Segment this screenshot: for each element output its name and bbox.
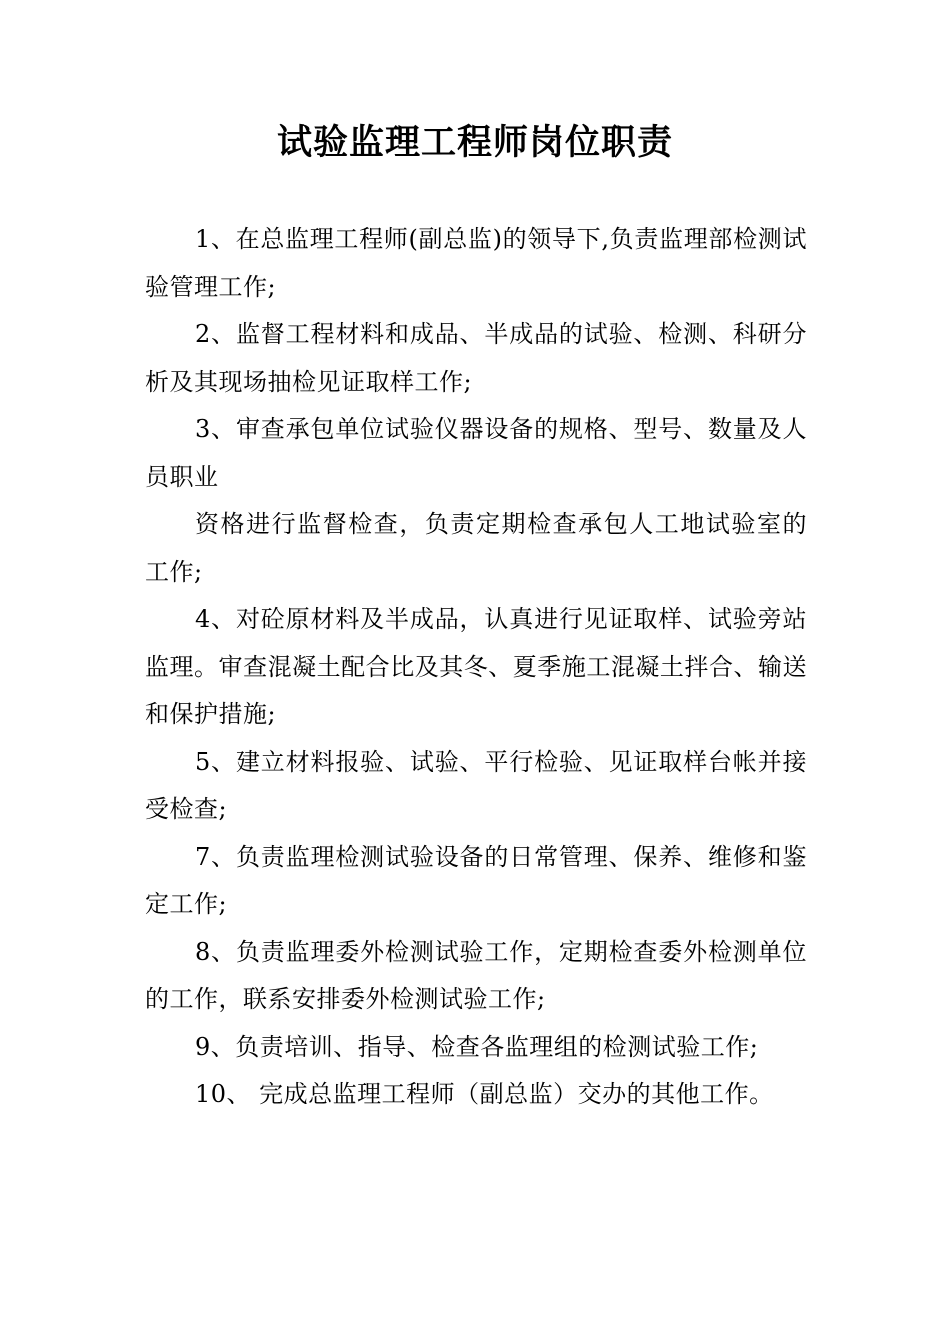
paragraph-4: 4、对砼原材料及半成品，认真进行见证取样、试验旁站监理。审查混凝土配合比及其冬、夏季施工混凝土拌合、输送和保护措施; (145, 605, 807, 728)
paragraph-3: 3、审查承包单位试验仪器设备的规格、型号、数量及人员职业 (145, 415, 807, 491)
paragraph-1: 1、在总监理工程师(副总监)的领导下,负责监理部检测试验管理工作; (145, 225, 807, 301)
document-body (145, 216, 807, 1119)
paragraph-8: 8、负责监理委外检测试验工作，定期检查委外检测单位的工作，联系安排委外检测试验工作; (145, 937, 807, 1013)
paragraph-2: 2、监督工程材料和成品、半成品的试验、检测、科研分析及其现场抽检见证取样工作; (145, 320, 807, 396)
paragraph-10: 10、 完成总监理工程师（副总监）交办的其他工作。 (195, 1080, 774, 1108)
paragraph-5: 5、建立材料报验、试验、平行检验、见证取样台帐并接受检查; (145, 747, 807, 823)
paragraph-3-continued: 资格进行监督检查，负责定期检查承包人工地试验室的工作; (145, 510, 807, 586)
paragraph-9: 9、负责培训、指导、检查各监理组的检测试验工作; (195, 1032, 759, 1061)
page-title: 试验监理工程师岗位职责 (276, 122, 673, 163)
paragraph-7: 7、负责监理检测试验设备的日常管理、保养、维修和鉴定工作; (145, 842, 807, 918)
